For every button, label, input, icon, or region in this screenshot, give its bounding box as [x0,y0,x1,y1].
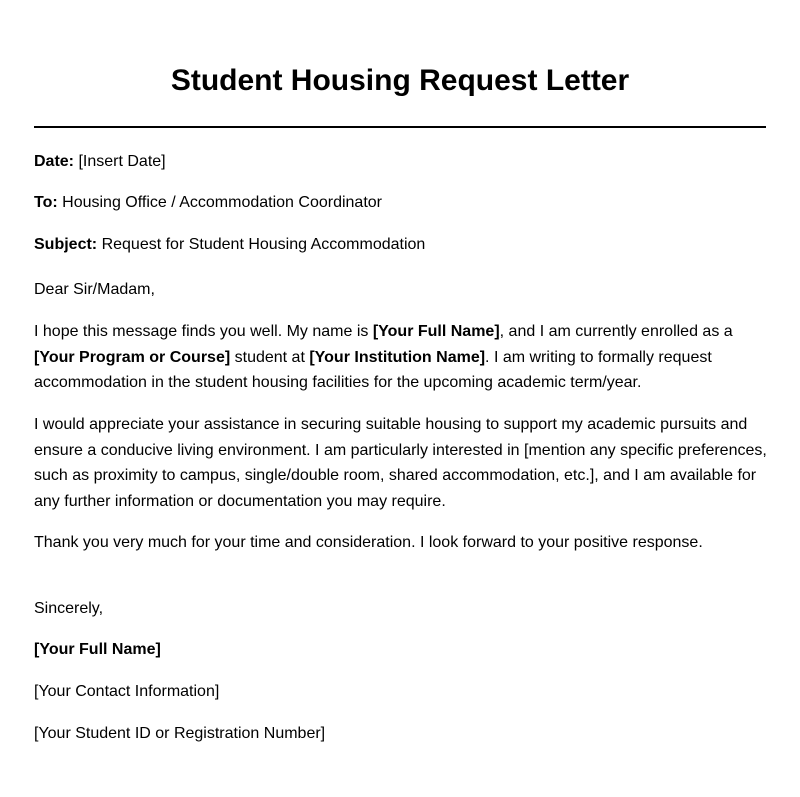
student-id: [Your Student ID or Registration Number] [34,725,326,742]
intro-institution: [Your Institution Name] [309,348,486,366]
page-title: Student Housing Request Letter [170,64,630,97]
date-line [34,149,774,175]
date-value: [Insert Date] [74,153,166,170]
date-label: Date: [34,153,75,170]
subject-value: Request for Student Housing Accommodation [97,236,426,253]
intro-text-2: , and I am currently enrolled as a [499,323,733,340]
closing: Sincerely, [34,600,104,617]
to-line [34,190,774,216]
subject-line [34,232,774,258]
intro-program: [Your Program or Course] [34,348,231,366]
intro-text-1: I hope this message finds you well. My name is [34,323,373,340]
intro-full-name: [Your Full Name] [372,323,500,340]
salutation: Dear Sir/Madam, [34,281,155,298]
paragraph-thanks: Thank you very much for your time and consideration. I look forward to your positive response. [34,534,703,551]
to-value: Housing Office / Accommodation Coordinator [57,194,382,211]
subject-label: Subject: [34,236,98,253]
to-label: To: [34,194,58,211]
title-divider [34,126,766,128]
paragraph-intro [34,319,769,396]
signature-name: [Your Full Name] [34,641,161,658]
intro-text-3: student at [230,348,310,366]
paragraph-request: I would appreciate your assistance in securing suitable housing to support my academic pursuits and ensure a conducive living environment. I am particularly interested in [mention any specific preferences, such as proximity to campus, single/double room, shared accommodation, etc.], and I am available for any further information or documentation you may require. [34,416,767,510]
contact-info: [Your Contact Information] [34,683,220,700]
intro-text-4: . I am writing to formally request accommodation in the student housing facilities for the upcoming academic term/year. [34,348,712,391]
